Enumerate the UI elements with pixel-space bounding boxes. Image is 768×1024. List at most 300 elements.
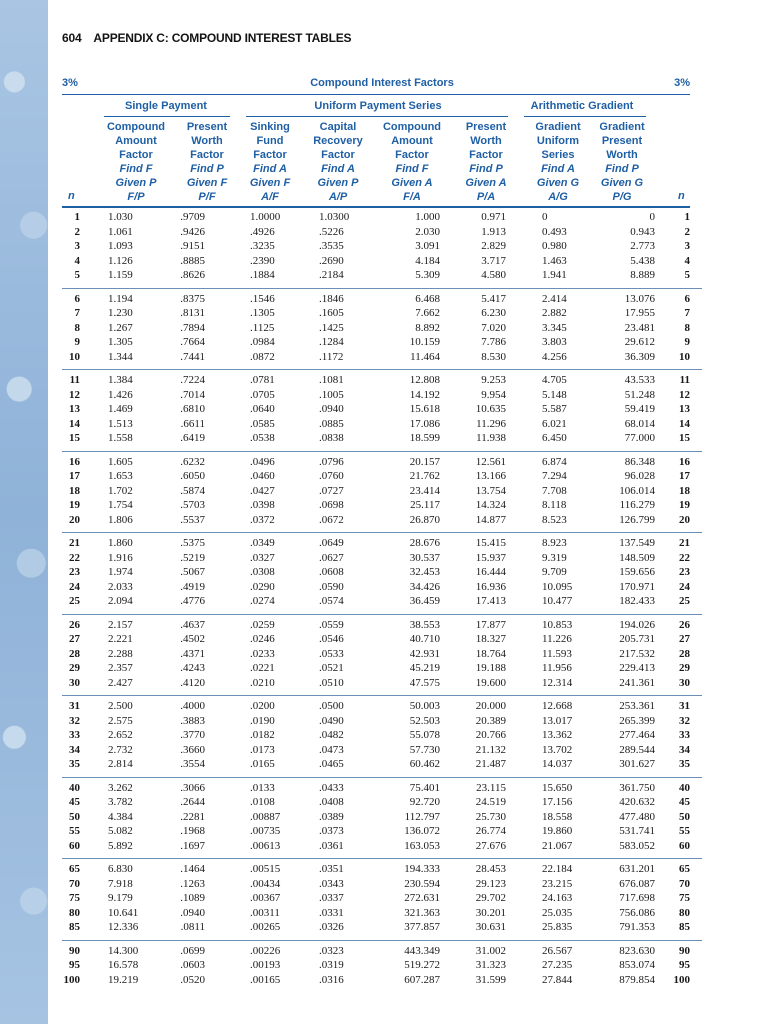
column-header-line: Given P [317, 177, 359, 189]
factor-cell: 136.072 [404, 825, 440, 837]
period-n-left: 8 [74, 321, 80, 334]
factor-cell: 1.754 [108, 499, 133, 511]
factor-cell: .4919 [180, 580, 205, 593]
factor-cell: .00226 [250, 944, 281, 957]
factor-cell: .0608 [319, 566, 344, 578]
period-n-left: 35 [69, 758, 80, 770]
period-n-right: 9 [684, 336, 690, 348]
period-n-right: 2 [684, 225, 690, 238]
factor-cell: 19.219 [108, 973, 139, 986]
table-row [62, 513, 702, 528]
period-n-right: 8 [684, 321, 690, 334]
column-header-line: Compound [106, 121, 166, 133]
factor-cell: .2390 [250, 254, 275, 267]
factor-cell: 18.599 [409, 432, 440, 444]
factor-cell: .0796 [319, 455, 344, 468]
factor-cell: 28.453 [475, 863, 506, 875]
factor-cell: 137.549 [619, 537, 655, 549]
factor-cell: 3.262 [108, 781, 133, 794]
factor-cell: .0984 [250, 336, 275, 348]
factor-cell: 2.221 [108, 633, 133, 645]
factor-cell: 1.305 [108, 336, 133, 348]
factor-cell: .5537 [180, 513, 205, 526]
factor-cell: .4120 [180, 676, 205, 689]
factor-cell: 443.349 [404, 944, 440, 957]
factor-cell: 1.469 [108, 403, 133, 415]
table-row [62, 743, 702, 758]
factor-cell: 3.717 [481, 254, 506, 267]
factor-cell: 11.593 [542, 647, 572, 660]
column-header [107, 120, 165, 204]
factor-cell: 23.414 [409, 484, 440, 497]
factor-cell: .5375 [180, 537, 205, 549]
period-n-right: 28 [679, 647, 690, 660]
factor-cell: .8131 [180, 307, 205, 319]
period-n-right: 31 [679, 700, 690, 712]
factor-cell: 14.324 [475, 499, 506, 511]
factor-cell: 116.279 [619, 499, 655, 511]
factor-cell: 17.413 [475, 595, 506, 607]
factor-cell: 1.230 [108, 307, 133, 319]
factor-cell: .0373 [319, 825, 344, 837]
row-group [62, 369, 702, 446]
factor-cell: 21.487 [475, 758, 506, 770]
factor-cell: 1.0000 [250, 211, 281, 223]
factor-cell: .00434 [250, 877, 281, 890]
column-header-line: P/F [198, 191, 216, 203]
factor-cell: .1305 [250, 307, 275, 319]
factor-cell: .0327 [250, 551, 275, 564]
factor-cell: 756.086 [619, 906, 655, 919]
factor-cell: 1.030 [108, 211, 133, 223]
period-n-left: 24 [69, 580, 80, 593]
group-rule-uniform [246, 116, 508, 117]
factor-cell: 27.676 [475, 839, 506, 852]
factor-cell: .1884 [250, 269, 275, 281]
factor-cell: .0872 [250, 350, 275, 363]
period-n-right: 29 [679, 662, 690, 674]
period-n-right: 12 [679, 388, 690, 401]
factor-cell: .4637 [180, 618, 205, 631]
table-row [62, 551, 702, 566]
period-n-left: 7 [74, 307, 80, 319]
factor-cell: .7014 [180, 388, 205, 401]
factor-cell: .0427 [250, 484, 275, 497]
row-group [62, 614, 702, 691]
period-n-left: 70 [69, 877, 80, 890]
column-header-line: Amount [391, 135, 433, 147]
period-n-left: 21 [69, 537, 80, 549]
table-row [62, 388, 702, 403]
factor-cell: 11.464 [410, 350, 440, 363]
factor-cell: 23.115 [476, 781, 506, 794]
factor-cell: 10.641 [108, 906, 139, 919]
table-row [62, 891, 702, 906]
period-n-left: 55 [69, 825, 80, 837]
factor-cell: .0389 [319, 810, 344, 823]
period-n-right: 70 [679, 877, 690, 890]
factor-cell: 59.419 [624, 403, 655, 415]
period-n-left: 1 [74, 211, 80, 223]
factor-cell: .0200 [250, 700, 275, 712]
factor-cell: .0574 [319, 595, 344, 607]
factor-cell: .3235 [250, 240, 275, 252]
table-row [62, 824, 702, 839]
table-row [62, 455, 702, 470]
column-header-line: Given A [391, 177, 433, 189]
factor-cell: .0133 [250, 781, 275, 794]
factor-cell: 1.913 [481, 225, 506, 238]
period-n-right: 25 [679, 595, 690, 607]
factor-cell: .6419 [180, 432, 205, 444]
table-row [62, 781, 702, 796]
factor-cell: 17.955 [624, 307, 655, 319]
row-group [62, 288, 702, 365]
factor-cell: 13.076 [624, 292, 655, 305]
factor-cell: 106.014 [619, 484, 655, 497]
period-n-left: 10 [69, 350, 80, 363]
period-n-right: 5 [684, 269, 690, 281]
factor-cell: 16.444 [475, 566, 506, 578]
table-row [62, 958, 702, 973]
factor-cell: 10.159 [409, 336, 440, 348]
factor-cell: 27.844 [542, 973, 573, 986]
factor-cell: 5.148 [542, 388, 567, 401]
factor-cell: 1.126 [108, 254, 133, 267]
period-n-right: 4 [684, 254, 690, 267]
factor-cell: .0649 [319, 537, 344, 549]
period-n-right: 24 [679, 580, 690, 593]
factor-cell: 13.754 [475, 484, 506, 497]
factor-cell: 5.438 [630, 254, 655, 267]
period-n-left: 9 [74, 336, 80, 348]
table-row [62, 862, 702, 877]
column-header-line: Amount [115, 135, 157, 147]
column-header-line: Gradient [535, 121, 581, 133]
factor-cell: 10.477 [542, 595, 573, 607]
column-header-line: Factor [190, 149, 224, 161]
factor-cell: 1.702 [108, 484, 133, 497]
period-n-right: 10 [679, 350, 690, 363]
factor-cell: .4243 [180, 662, 205, 674]
period-n-left: 40 [69, 781, 80, 794]
factor-cell: 229.413 [619, 662, 655, 674]
period-n-right: 50 [679, 810, 690, 823]
factor-cell: .0698 [319, 499, 344, 511]
factor-cell: .1968 [180, 825, 205, 837]
column-header-line: Present [465, 121, 507, 133]
period-n-right: 17 [679, 470, 690, 482]
period-n-right: 15 [679, 432, 690, 444]
factor-cell: .3535 [319, 240, 344, 252]
table-row [62, 431, 702, 446]
factor-cell: 2.652 [108, 729, 133, 741]
factor-cell: 2.814 [108, 758, 133, 770]
period-n-right: 45 [679, 796, 690, 808]
factor-cell: 4.256 [542, 350, 567, 363]
period-n-left: 34 [69, 743, 80, 756]
factor-cell: 24.519 [475, 796, 506, 808]
factor-cell: 7.294 [542, 470, 567, 482]
factor-cell: 15.650 [542, 781, 573, 794]
factor-cell: .7441 [180, 350, 205, 363]
table-row [62, 469, 702, 484]
row-group [62, 210, 702, 283]
column-header-line: Find A [253, 163, 287, 175]
period-n-right: 95 [679, 959, 690, 971]
factor-cell: 47.575 [409, 676, 440, 689]
factor-cell: 25.730 [475, 810, 506, 823]
factor-cell: .4000 [180, 700, 205, 712]
factor-cell: 20.389 [475, 714, 506, 727]
factor-cell: .0326 [319, 921, 344, 933]
factor-cell: 5.417 [481, 292, 506, 305]
factor-cell: 194.333 [404, 863, 440, 875]
column-header [599, 120, 644, 204]
factor-cell: .6611 [180, 417, 205, 430]
factor-cell: .9426 [180, 225, 205, 238]
table-row [62, 565, 702, 580]
factor-cell: 36.309 [624, 350, 655, 363]
table-row [62, 810, 702, 825]
factor-cell: 1.916 [108, 551, 133, 564]
period-n-left: 18 [69, 484, 80, 497]
factor-cell: 5.309 [415, 269, 440, 281]
factor-cell: .0343 [319, 877, 344, 890]
factor-cell: .8626 [180, 269, 205, 281]
factor-cell: 30.537 [409, 551, 440, 564]
factor-cell: .0699 [180, 944, 205, 957]
factor-cell: 18.327 [475, 633, 506, 645]
factor-cell: 1.384 [108, 374, 133, 386]
period-n-left: 14 [69, 417, 80, 430]
factor-cell: 31.599 [475, 973, 506, 986]
table-row [62, 839, 702, 854]
factor-cell: 13.017 [542, 714, 573, 727]
factor-cell: 26.567 [542, 944, 573, 957]
factor-cell: .0585 [250, 417, 275, 430]
table-row [62, 321, 702, 336]
factor-cell: 30.201 [475, 906, 506, 919]
factor-cell: .0274 [250, 595, 275, 607]
factor-cell: 6.830 [108, 863, 133, 875]
table-row [62, 714, 702, 729]
column-header-line: Gradient [599, 121, 645, 133]
table-row [62, 647, 702, 662]
column-header-line: Find P [469, 163, 503, 175]
factor-cell: 2.732 [108, 743, 133, 756]
factor-cell: .0460 [250, 470, 275, 482]
header-rule [62, 206, 690, 208]
factor-cell: .0173 [250, 743, 275, 756]
factor-cell: 9.253 [481, 374, 506, 386]
period-n-right: 20 [679, 513, 690, 526]
group-single-payment: Single Payment [125, 100, 207, 112]
factor-cell: 6.874 [542, 455, 567, 468]
period-n-left: 25 [69, 595, 80, 607]
factor-cell: .0221 [250, 662, 275, 674]
period-n-left: 100 [63, 973, 80, 986]
factor-cell: 301.627 [619, 758, 655, 770]
factor-cell: 75.401 [409, 781, 440, 794]
factor-cell: 92.720 [409, 796, 440, 808]
table-row [62, 239, 702, 254]
running-head-title: APPENDIX C: COMPOUND INTEREST TABLES [93, 31, 352, 45]
factor-cell: .00367 [250, 892, 281, 904]
factor-cell: .00165 [250, 973, 281, 986]
factor-cell: .2690 [319, 254, 344, 267]
factor-cell: 170.971 [619, 580, 655, 593]
period-n-right: 3 [684, 240, 690, 252]
factor-cell: 14.037 [542, 758, 573, 770]
factor-cell: 321.363 [404, 906, 440, 919]
column-header [465, 120, 506, 204]
table-row [62, 728, 702, 743]
table-row [62, 350, 702, 365]
factor-cell: 8.889 [630, 269, 655, 281]
factor-cell: 21.067 [542, 839, 573, 852]
factor-cell: .0500 [319, 700, 344, 712]
factor-cell: 2.882 [542, 307, 567, 319]
factor-cell: 8.523 [542, 513, 567, 526]
factor-cell: .7224 [180, 374, 205, 386]
period-n-left: 11 [69, 374, 80, 386]
factor-cell: 420.632 [619, 796, 655, 808]
period-n-right: 22 [679, 551, 690, 564]
factor-cell: 20.000 [475, 700, 506, 712]
column-header-line: Factor [119, 149, 153, 161]
factor-cell: .8885 [180, 254, 205, 267]
factor-cell: 19.860 [542, 825, 573, 837]
period-n-left: 6 [74, 292, 80, 305]
factor-cell: 12.336 [108, 921, 139, 933]
factor-cell: 17.156 [542, 796, 573, 808]
factor-cell: 18.764 [475, 647, 506, 660]
factor-cell: 361.750 [619, 781, 655, 794]
factor-cell: 86.348 [624, 455, 655, 468]
factor-cell: 4.580 [481, 269, 506, 281]
factor-cell: 1.267 [108, 321, 133, 334]
column-header-line: P/G [612, 191, 632, 203]
factor-cell: .00735 [250, 825, 281, 837]
column-header-line: Compound [382, 121, 442, 133]
row-group [62, 777, 702, 854]
table-row [62, 335, 702, 350]
factor-cell: 5.587 [542, 403, 567, 415]
factor-cell: 477.480 [619, 810, 655, 823]
row-group [62, 858, 702, 935]
period-n-left: 30 [69, 676, 80, 689]
factor-cell: 4.384 [108, 810, 133, 823]
column-header-line: Given F [186, 177, 228, 189]
factor-cell: 5.082 [108, 825, 133, 837]
column-header-line: Find A [541, 163, 575, 175]
period-n-right: 14 [679, 417, 690, 430]
column-header-line: Series [541, 149, 575, 161]
period-n-left: 90 [69, 944, 80, 957]
table-row [62, 402, 702, 417]
table-row [62, 292, 702, 307]
period-n-right: 34 [679, 743, 690, 756]
factor-cell: .7664 [180, 336, 205, 348]
factor-cell: .0210 [250, 676, 275, 689]
factor-cell: 29.123 [475, 877, 506, 890]
factor-cell: 8.530 [481, 350, 506, 363]
factor-cell: .0361 [319, 839, 344, 852]
factor-cell: 9.179 [108, 892, 133, 904]
factor-cell: 1.860 [108, 537, 133, 549]
column-header-line: Present [601, 135, 643, 147]
coin-photo-strip [0, 0, 48, 1024]
factor-cell: 77.000 [624, 432, 655, 444]
factor-cell: 29.612 [624, 336, 655, 348]
table-row [62, 632, 702, 647]
factor-cell: 7.708 [542, 484, 567, 497]
factor-cell: .0781 [250, 374, 275, 386]
factor-cell: .1125 [250, 321, 275, 334]
factor-cell: 24.163 [542, 892, 573, 904]
factor-cell: .0398 [250, 499, 275, 511]
column-header-line: Fund [256, 135, 284, 147]
factor-cell: 20.766 [475, 729, 506, 741]
factor-cell: 1.000 [415, 211, 440, 223]
factor-cell: 10.095 [542, 580, 573, 593]
factor-cell: .0672 [319, 513, 344, 526]
period-n-left: 23 [69, 566, 80, 578]
factor-cell: 8.923 [542, 537, 567, 549]
factor-cell: 1.061 [108, 225, 133, 238]
period-n-left: 33 [69, 729, 80, 741]
factor-cell: 823.630 [619, 944, 655, 957]
factor-cell: 272.631 [404, 892, 440, 904]
factor-cell: 36.459 [409, 595, 440, 607]
period-n-left: 32 [69, 714, 80, 727]
period-n-right: 60 [679, 839, 690, 852]
factor-cell: .0465 [319, 758, 344, 770]
table-row [62, 484, 702, 499]
column-header-line: Factor [469, 149, 503, 161]
column-header-line: Recovery [313, 135, 363, 147]
factor-cell: 1.806 [108, 513, 133, 526]
factor-cell: .0319 [319, 959, 344, 971]
factor-cell: 11.956 [542, 662, 572, 674]
factor-cell: .3066 [180, 781, 205, 794]
table-row [62, 210, 702, 225]
factor-cell: .0940 [180, 906, 205, 919]
factor-cell: 16.578 [108, 959, 139, 971]
factor-cell: 5.892 [108, 839, 133, 852]
factor-cell: 16.936 [475, 580, 506, 593]
column-header-line: F/A [403, 191, 421, 203]
table-row [62, 699, 702, 714]
factor-cell: .4926 [250, 225, 275, 238]
group-uniform-series: Uniform Payment Series [314, 100, 442, 112]
factor-cell: .0259 [250, 618, 275, 631]
factor-cell: 8.118 [542, 499, 567, 511]
period-n-left: 27 [69, 633, 80, 645]
factor-cell: 1.605 [108, 455, 133, 468]
factor-cell: .6232 [180, 455, 205, 468]
factor-cell: 15.618 [409, 403, 440, 415]
factor-cell: 2.414 [542, 292, 567, 305]
factor-cell: .00613 [250, 839, 281, 852]
factor-cell: 14.877 [475, 513, 506, 526]
period-n-left: 20 [69, 513, 80, 526]
factor-cell: 29.702 [475, 892, 506, 904]
period-n-right: 11 [679, 374, 690, 386]
period-n-right: 80 [679, 906, 690, 919]
factor-cell: .0510 [319, 676, 344, 689]
